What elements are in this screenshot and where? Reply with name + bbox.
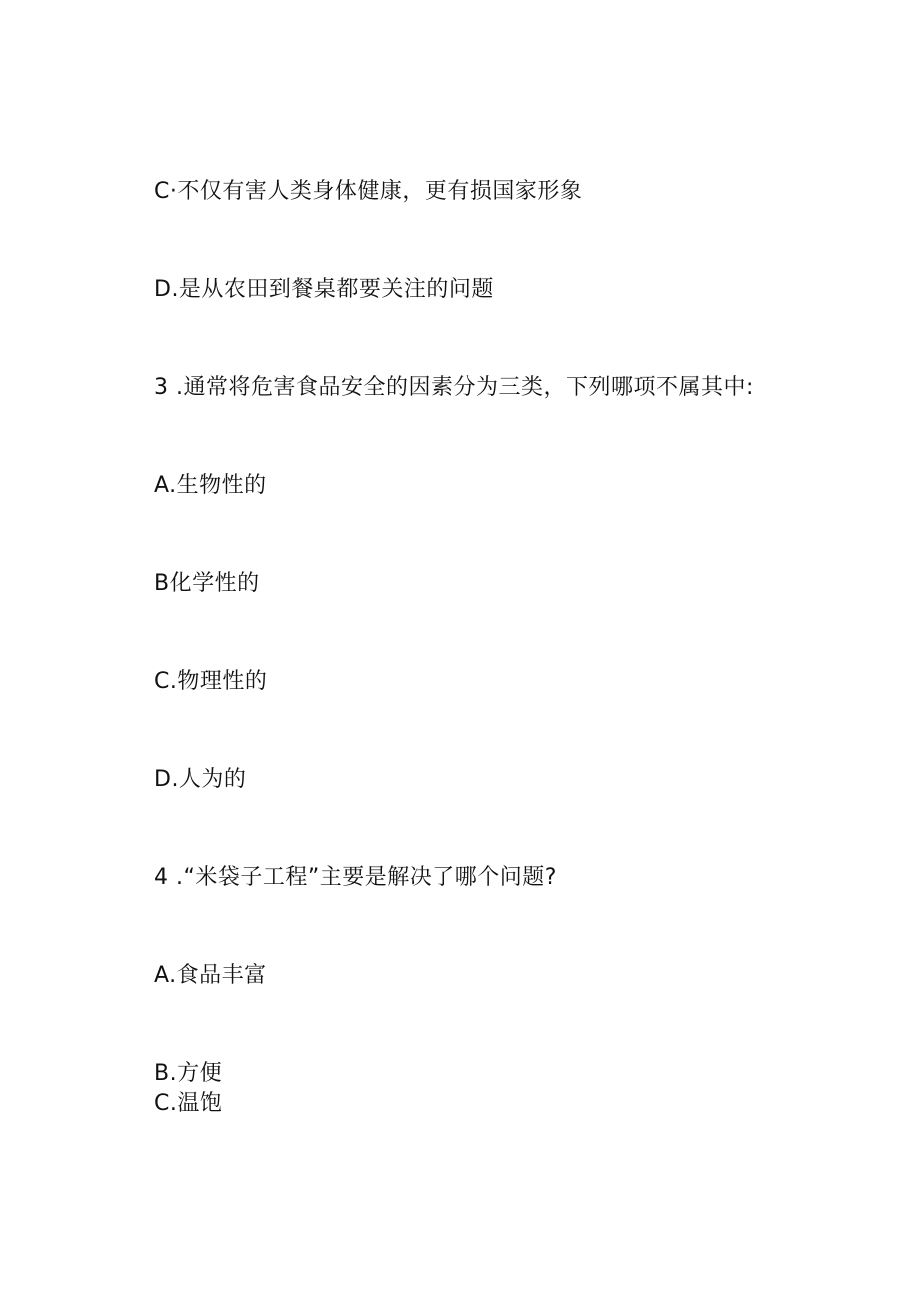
question-4: 4 .“米袋子工程”主要是解决了哪个问题? (154, 865, 557, 890)
option-b-q3: B化学性的 (154, 571, 260, 596)
option-a-q4: A.食品丰富 (154, 963, 267, 988)
option-d-q2: D.是从农田到餐桌都要关注的问题 (154, 277, 494, 302)
question-3: 3 .通常将危害食品安全的因素分为三类，下列哪项不属其中: (154, 375, 754, 400)
option-c-q3: C.物理性的 (154, 669, 268, 694)
option-d-q3: D.人为的 (154, 767, 247, 792)
option-a-q3: A.生物性的 (154, 473, 267, 498)
option-c-q2: C·不仅有害人类身体健康，更有损国家形象 (154, 179, 583, 204)
option-c-q4: C.温饱 (154, 1091, 223, 1116)
option-b-q4: B.方便 (154, 1061, 223, 1086)
